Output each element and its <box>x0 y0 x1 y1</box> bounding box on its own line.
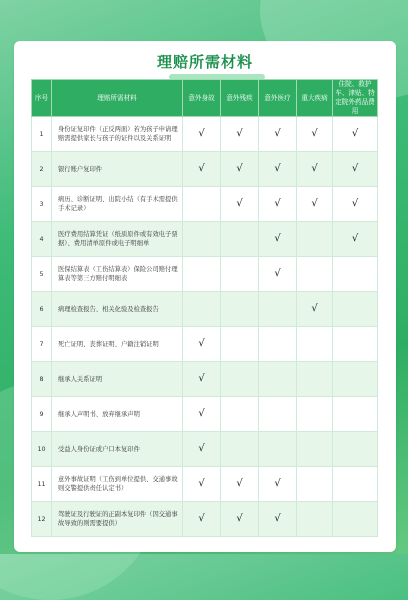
table-row <box>32 502 378 537</box>
row-number: 6 <box>32 292 52 327</box>
row-number: 7 <box>32 327 52 362</box>
check-mark-icon: √ <box>198 408 205 419</box>
check-mark-icon: √ <box>236 198 243 209</box>
header-accidental-death: 意外身故 <box>183 80 221 117</box>
check-cell <box>333 327 378 362</box>
check-mark-icon: √ <box>351 233 359 244</box>
check-cell <box>221 257 259 292</box>
table-row <box>32 397 378 432</box>
row-number: 1 <box>32 117 52 152</box>
check-cell <box>221 292 259 327</box>
material-description: 继承人关系证明 <box>52 362 183 397</box>
check-mark-icon: √ <box>274 128 281 139</box>
check-mark-icon: √ <box>311 198 318 209</box>
check-mark-icon: √ <box>198 443 205 454</box>
header-accidental-disability: 意外残疾 <box>221 80 259 117</box>
check-cell <box>259 467 297 502</box>
row-number: 2 <box>32 152 52 187</box>
check-mark-icon: √ <box>236 163 243 174</box>
table-row <box>32 257 378 292</box>
check-cell <box>259 187 297 222</box>
check-mark-icon: √ <box>351 128 359 139</box>
check-cell <box>297 117 333 152</box>
check-cell <box>333 257 378 292</box>
check-mark-icon: √ <box>236 128 243 139</box>
check-mark-icon: √ <box>311 163 318 174</box>
table-row <box>32 117 378 152</box>
header-critical-illness: 重大疾病 <box>297 80 333 117</box>
page-title: 理赔所需材料 <box>156 53 253 71</box>
table-row <box>32 292 378 327</box>
material-description: 医保结算表（工伤结算表）保险公司赔付理算表等第三方赔付明细表 <box>52 257 183 292</box>
check-cell <box>183 397 221 432</box>
check-cell <box>221 397 259 432</box>
header-number: 序号 <box>32 80 52 117</box>
material-description: 意外事故证明（工伤到单位提供、交通事故则交警提供责任认定书） <box>52 467 183 502</box>
check-mark-icon: √ <box>274 198 281 209</box>
check-cell <box>297 152 333 187</box>
check-cell <box>183 257 221 292</box>
row-number: 12 <box>32 502 52 537</box>
check-mark-icon: √ <box>274 268 281 279</box>
check-cell <box>297 187 333 222</box>
check-cell <box>221 327 259 362</box>
check-mark-icon: √ <box>198 128 205 139</box>
check-cell <box>221 502 259 537</box>
check-cell <box>297 362 333 397</box>
check-cell <box>259 397 297 432</box>
table-row <box>32 222 378 257</box>
materials-card <box>14 41 396 552</box>
check-cell <box>297 327 333 362</box>
table-row <box>32 187 378 222</box>
check-cell <box>183 502 221 537</box>
check-cell <box>297 292 333 327</box>
check-cell <box>297 257 333 292</box>
check-cell <box>221 362 259 397</box>
check-cell <box>183 432 221 467</box>
row-number: 5 <box>32 257 52 292</box>
check-cell <box>333 432 378 467</box>
check-cell <box>259 327 297 362</box>
check-mark-icon: √ <box>311 303 318 314</box>
material-description: 继承人声明书、放弃继承声明 <box>52 397 183 432</box>
header-materials: 理赔所需材料 <box>52 80 183 117</box>
row-number: 9 <box>32 397 52 432</box>
row-number: 4 <box>32 222 52 257</box>
check-cell <box>333 502 378 537</box>
check-cell <box>333 222 378 257</box>
table-row <box>32 152 378 187</box>
check-cell <box>333 117 378 152</box>
check-cell <box>333 362 378 397</box>
check-cell <box>183 117 221 152</box>
check-cell <box>333 467 378 502</box>
header-accidental-medical: 意外医疗 <box>259 80 297 117</box>
check-mark-icon: √ <box>311 128 318 139</box>
header-hospitalization: 住院、救护车、津贴、特定院外药品费用 <box>333 80 378 117</box>
check-mark-icon: √ <box>274 163 281 174</box>
check-cell <box>183 467 221 502</box>
table-header-row <box>32 80 378 117</box>
check-cell <box>297 222 333 257</box>
check-cell <box>259 117 297 152</box>
check-cell <box>333 292 378 327</box>
check-mark-icon: √ <box>351 163 359 174</box>
check-mark-icon: √ <box>236 478 243 489</box>
material-description: 病历、诊断证明、出院小结（有手术需提供手术记录） <box>52 187 183 222</box>
check-cell <box>183 152 221 187</box>
table-row <box>32 432 378 467</box>
check-cell <box>297 502 333 537</box>
check-cell <box>221 432 259 467</box>
check-cell <box>259 432 297 467</box>
check-cell <box>259 362 297 397</box>
check-cell <box>259 292 297 327</box>
material-description: 受益人身份证或户口本复印件 <box>52 432 183 467</box>
check-mark-icon: √ <box>236 513 243 524</box>
materials-table <box>31 79 378 537</box>
check-mark-icon: √ <box>351 198 359 209</box>
check-cell <box>297 397 333 432</box>
row-number: 8 <box>32 362 52 397</box>
table-row <box>32 467 378 502</box>
material-description: 医疗费用结算凭证（纸质原件或有效电子票据）、费用清单原件或电子明细单 <box>52 222 183 257</box>
table-row <box>32 327 378 362</box>
check-mark-icon: √ <box>198 163 205 174</box>
row-number: 10 <box>32 432 52 467</box>
check-cell <box>221 222 259 257</box>
check-mark-icon: √ <box>274 478 281 489</box>
check-mark-icon: √ <box>198 478 205 489</box>
check-cell <box>221 152 259 187</box>
check-cell <box>183 222 221 257</box>
check-cell <box>333 187 378 222</box>
material-description: 银行账户复印件 <box>52 152 183 187</box>
check-cell <box>259 502 297 537</box>
material-description: 驾驶证及行驶证的正副本复印件（因交通事故导致的则需要提供） <box>52 502 183 537</box>
material-description: 死亡证明、丧葬证明、户籍注销证明 <box>52 327 183 362</box>
check-cell <box>221 467 259 502</box>
check-cell <box>183 292 221 327</box>
check-mark-icon: √ <box>198 338 205 349</box>
material-description: 病理检查报告、相关化验及检查报告 <box>52 292 183 327</box>
check-cell <box>221 187 259 222</box>
check-cell <box>333 397 378 432</box>
check-cell <box>259 152 297 187</box>
table-row <box>32 362 378 397</box>
check-mark-icon: √ <box>198 373 205 384</box>
check-mark-icon: √ <box>198 513 205 524</box>
material-description: 身份证复印件（正反两面）若为孩子申请理赔需提供家长与孩子的证件以及关系证明 <box>52 117 183 152</box>
check-cell <box>259 222 297 257</box>
check-cell <box>297 467 333 502</box>
check-mark-icon: √ <box>274 513 281 524</box>
check-cell <box>183 362 221 397</box>
check-cell <box>221 117 259 152</box>
check-cell <box>297 432 333 467</box>
check-cell <box>183 187 221 222</box>
row-number: 11 <box>32 467 52 502</box>
check-cell <box>259 257 297 292</box>
row-number: 3 <box>32 187 52 222</box>
check-cell <box>333 152 378 187</box>
check-mark-icon: √ <box>274 233 281 244</box>
check-cell <box>183 327 221 362</box>
